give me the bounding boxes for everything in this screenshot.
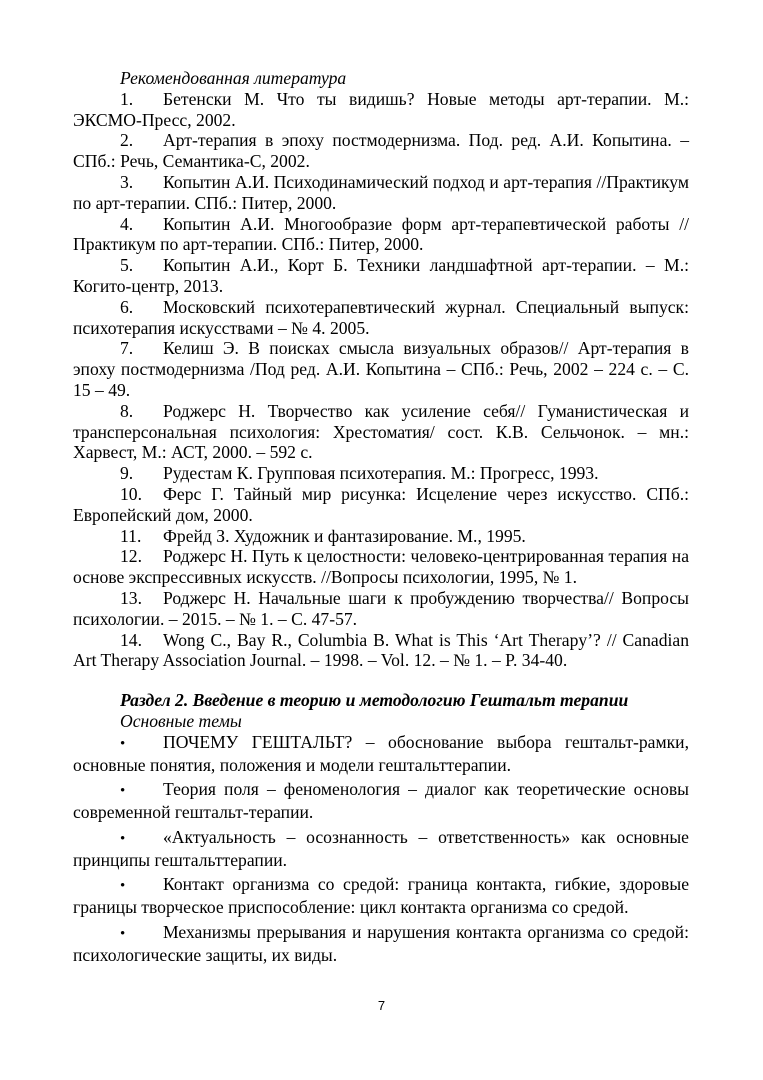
- bullet-icon: •: [120, 830, 126, 847]
- reference-number: 10.: [120, 483, 142, 504]
- reference-text: Копытин А.И. Психодинамический подход и арт-терапия //Практикум по арт-терапии. СПб.: Питер, 2000.: [73, 171, 689, 213]
- topic-item: [73, 732, 689, 776]
- reference-number: 2.: [120, 130, 134, 151]
- bullet-icon: •: [120, 783, 126, 800]
- reference-item: [73, 297, 689, 339]
- reference-item: [73, 255, 689, 297]
- reference-item: [73, 546, 689, 588]
- reference-number: 7.: [120, 338, 134, 359]
- topics-heading: Основные темы: [120, 710, 242, 731]
- reference-number: 1.: [120, 88, 134, 109]
- page-number: 7: [377, 998, 386, 1013]
- topic-item: [73, 922, 689, 966]
- reference-number: 5.: [120, 255, 134, 276]
- reference-item: [73, 89, 689, 131]
- reference-number: 13.: [120, 587, 142, 608]
- reference-number: 6.: [120, 296, 134, 317]
- reference-text: Копытин А.И. Многообразие форм арт-терапевтической работы //Практикум по арт-терапии. СПб.: Питер, 2000.: [73, 213, 689, 255]
- reference-text: Фрейд З. Художник и фантазирование. М., 1995.: [163, 525, 526, 546]
- topic-text: «Актуальность – осознанность – ответственность» как основные принципы гештальттерапии.: [73, 826, 689, 870]
- reference-number: 9.: [120, 463, 134, 484]
- literature-heading: Рекомендованная литература: [120, 68, 347, 88]
- reference-text: Роджерс Н. Творчество как усиление себя// Гуманистическая и трансперсональная психология: Хрестоматия/ сост. К.В. Сельчонок. – мн.: Харвест, М.: АСТ, 2000. – 592 с.: [73, 400, 689, 463]
- reference-number: 11.: [120, 525, 142, 546]
- reference-text: Копытин А.И., Корт Б. Техники ландшафтной арт-терапии. – М.: Когито-центр, 2013.: [73, 255, 689, 296]
- reference-text: Роджерс Н. Путь к целостности: человеко-центрированная терапия на основе экспрессивных искусств. //Вопросы психологии, 1995, № 1.: [73, 546, 689, 588]
- reference-text: Бетенски М. Что ты видишь? Новые методы арт-терапии. М.: ЭКСМО-Пресс, 2002.: [73, 88, 689, 130]
- bullet-icon: •: [120, 735, 126, 752]
- reference-number: 4.: [120, 213, 134, 234]
- topic-item: [73, 779, 689, 823]
- reference-item: [73, 588, 689, 630]
- reference-item: [73, 484, 689, 526]
- reference-item: [73, 630, 689, 672]
- section-title: Раздел 2. Введение в теорию и методологию Гештальт терапии: [120, 690, 629, 711]
- reference-text: Wong C., Bay R., Columbia B. What is This ‘Art Therapy’? // Canadian Art Therapy Association Journal. – 1998. – Vol. 12. – № 1. – P. 34-40.: [73, 629, 689, 671]
- reference-item: [73, 338, 689, 400]
- reference-item: [73, 172, 689, 214]
- reference-text: Ферс Г. Тайный мир рисунка: Исцеление через искусство. СПб.: Европейский дом, 2000.: [73, 483, 689, 525]
- topic-text: Механизмы прерывания и нарушения контакта организма со средой: психологические защиты, их виды.: [73, 922, 689, 965]
- topic-item: [73, 827, 689, 871]
- topic-text: Теория поля – феноменология – диалог как теоретические основы современной гештальт-терапии.: [73, 779, 689, 823]
- topic-item: [73, 874, 689, 918]
- reference-text: Московский психотерапевтический журнал. Специальный выпуск: психотерапия искусствами – № 4. 2005.: [73, 296, 689, 338]
- bullet-icon: •: [120, 926, 126, 943]
- page-content: [73, 68, 689, 970]
- reference-text: Келиш Э. В поисках смысла визуальных образов// Арт-терапия в эпоху постмодернизма /Под ред. А.И. Копытина – СПб.: Речь, 2002 – 224 с. – С. 15 – 49.: [73, 338, 689, 400]
- reference-number: 3.: [120, 171, 134, 192]
- reference-number: 14.: [120, 629, 142, 650]
- reference-item: [73, 401, 689, 463]
- reference-item: [73, 130, 689, 172]
- topics-list: [73, 732, 689, 966]
- reference-item: [73, 214, 689, 256]
- reference-list: [73, 89, 689, 671]
- reference-text: Рудестам К. Групповая психотерапия. М.: Прогресс, 1993.: [163, 463, 599, 484]
- reference-number: 12.: [120, 546, 142, 567]
- reference-text: Арт-терапия в эпоху постмодернизма. Под. ред. А.И. Копытина. – СПб.: Речь, Семантика-С, 2002.: [73, 130, 689, 172]
- topic-text: ПОЧЕМУ ГЕШТАЛЬТ? – обоснование выбора гештальт-рамки, основные понятия, положения и модели гештальттерапии.: [73, 731, 689, 775]
- topic-text: Контакт организма со средой: граница контакта, гибкие, здоровые границы творческое приспособление: цикл контакта организма со средой.: [73, 874, 689, 918]
- reference-number: 8.: [120, 400, 134, 421]
- reference-item: [73, 526, 689, 547]
- reference-item: [73, 463, 689, 484]
- bullet-icon: •: [120, 878, 126, 895]
- reference-text: Роджерс Н. Начальные шаги к пробуждению творчества// Вопросы психологии. – 2015. – № 1. – С. 47-57.: [73, 587, 689, 629]
